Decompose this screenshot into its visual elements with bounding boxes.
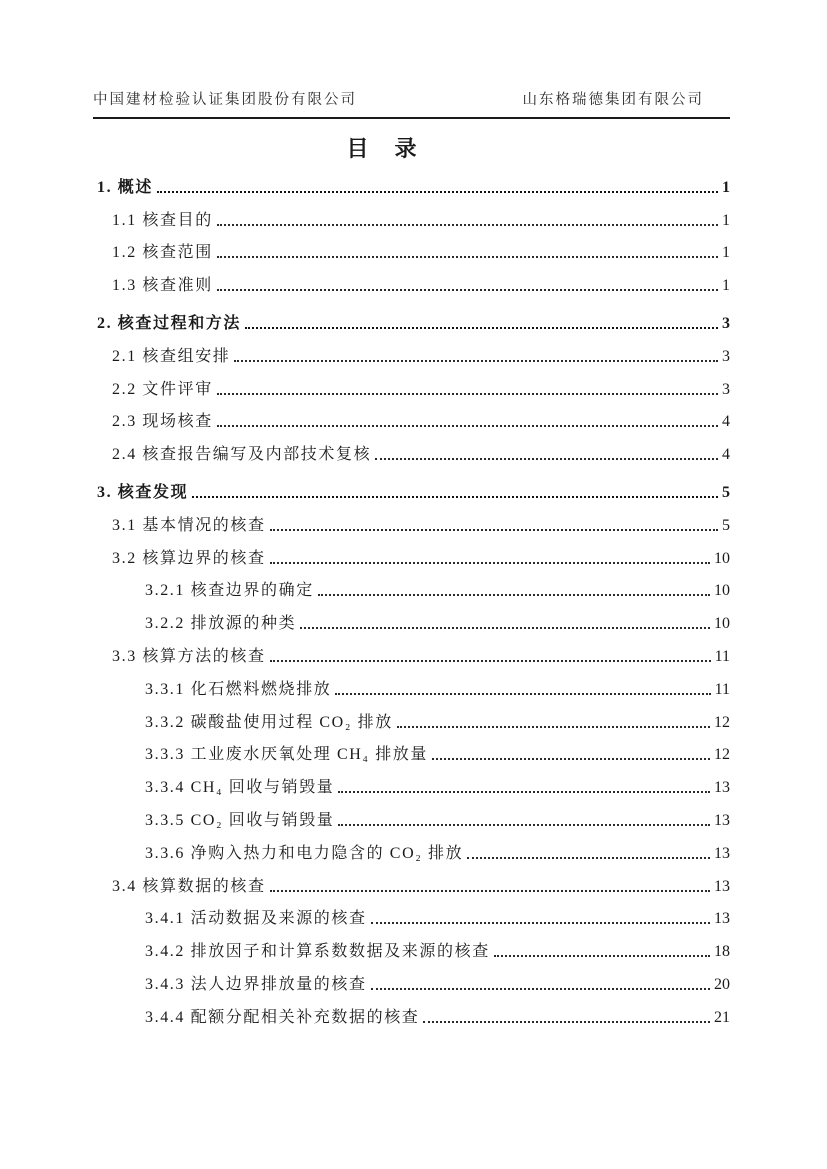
toc-entry-page: 12 <box>714 746 730 764</box>
toc-entry-page: 1 <box>722 211 730 229</box>
toc-entry[interactable] <box>97 835 730 868</box>
document-header <box>93 88 730 119</box>
toc-entry-label: 3.2.2 排放源的种类 <box>145 615 297 633</box>
toc-entry[interactable] <box>97 169 730 202</box>
toc-leader-dots <box>270 562 710 564</box>
toc-entry-label: 2.3 现场核查 <box>112 413 213 431</box>
toc-entry-page: 13 <box>714 910 730 928</box>
toc-entry-label: 2.2 文件评审 <box>112 380 213 398</box>
header-right-company: 山东格瑞德集团有限公司 <box>522 92 704 108</box>
toc-entry-page: 12 <box>714 713 730 731</box>
toc-entry-page: 13 <box>714 811 730 829</box>
toc-entry[interactable] <box>97 868 730 901</box>
toc-entry-page: 20 <box>714 975 730 993</box>
toc-leader-dots <box>371 988 710 990</box>
toc-entry-label: 3.4.3 法人边界排放量的核查 <box>145 975 367 993</box>
toc-entry-label: 1. 概述 <box>97 178 154 196</box>
toc-leader-dots <box>318 594 710 596</box>
toc-leader-dots <box>375 458 718 460</box>
toc-entry[interactable] <box>97 338 730 371</box>
toc-entry-page: 13 <box>714 779 730 797</box>
toc-entry-page: 1 <box>722 277 730 295</box>
toc-entry-label: 3.4.4 配额分配相关补充数据的核查 <box>145 1008 420 1026</box>
toc-leader-dots <box>338 791 710 793</box>
toc-entry-label: 3.3.1 化石燃料燃烧排放 <box>145 680 332 698</box>
toc-entry-page: 3 <box>722 314 730 332</box>
toc-entry[interactable] <box>97 404 730 437</box>
toc-leader-dots <box>423 1021 710 1023</box>
toc-title: 目 录 <box>346 136 419 161</box>
toc-entry[interactable] <box>97 999 730 1032</box>
toc-entry[interactable] <box>97 704 730 737</box>
toc-entry-label: 3.3.3 工业废水厌氧处理 CH₄ 排放量 <box>145 746 429 764</box>
toc-leader-dots <box>157 191 718 193</box>
toc-entry-label: 3.2 核算边界的核查 <box>112 549 266 567</box>
toc-entry-page: 18 <box>714 943 730 961</box>
toc-entry[interactable] <box>97 802 730 835</box>
toc-entry-page: 3 <box>722 347 730 365</box>
toc-entry-label: 1.2 核查范围 <box>112 244 213 262</box>
toc-entry-page: 11 <box>714 647 730 665</box>
toc-entry-page: 13 <box>714 844 730 862</box>
toc-entry[interactable] <box>97 901 730 934</box>
toc-entry-label: 1.1 核查目的 <box>112 211 213 229</box>
toc-entry-label: 3.4 核算数据的核查 <box>112 877 266 895</box>
toc-entry[interactable] <box>97 933 730 966</box>
toc-entry[interactable] <box>97 573 730 606</box>
toc-entry-label: 3.4.1 活动数据及来源的核查 <box>145 910 367 928</box>
toc-entry[interactable] <box>97 605 730 638</box>
toc-entry-label: 2. 核查过程和方法 <box>97 314 242 332</box>
toc-entry[interactable] <box>97 507 730 540</box>
toc-list <box>97 169 730 1032</box>
toc-leader-dots <box>217 256 718 258</box>
toc-leader-dots <box>397 726 710 728</box>
toc-entry[interactable] <box>97 235 730 268</box>
toc-entry-page: 13 <box>714 877 730 895</box>
toc-entry[interactable] <box>97 769 730 802</box>
toc-leader-dots <box>467 857 710 859</box>
toc-leader-dots <box>217 224 718 226</box>
toc-leader-dots <box>338 824 710 826</box>
toc-leader-dots <box>245 327 718 329</box>
toc-entry-label: 2.4 核查报告编写及内部技术复核 <box>112 446 372 464</box>
toc-entry[interactable] <box>97 671 730 704</box>
toc-entry-label: 1.3 核查准则 <box>112 277 213 295</box>
toc-entry-page: 10 <box>714 615 730 633</box>
toc-entry-page: 4 <box>722 446 730 464</box>
toc-entry-label: 2.1 核查组安排 <box>112 347 231 365</box>
toc-leader-dots <box>270 890 710 892</box>
toc-entry[interactable] <box>97 371 730 404</box>
toc-leader-dots <box>432 758 710 760</box>
toc-leader-dots <box>335 693 710 695</box>
toc-leader-dots <box>300 627 710 629</box>
toc-entry[interactable] <box>97 305 730 338</box>
toc-entry[interactable] <box>97 202 730 235</box>
toc-leader-dots <box>192 496 718 498</box>
toc-entry-label: 3.3.4 CH₄ 回收与销毁量 <box>145 779 335 797</box>
toc-leader-dots <box>234 360 718 362</box>
toc-entry-page: 10 <box>714 549 730 567</box>
toc-entry-page: 21 <box>714 1008 730 1026</box>
toc-entry[interactable] <box>97 474 730 507</box>
toc-entry[interactable] <box>97 966 730 999</box>
toc-entry-page: 1 <box>722 244 730 262</box>
toc-leader-dots <box>270 529 718 531</box>
toc-entry-page: 1 <box>722 178 730 196</box>
toc-entry-label: 3.3.2 碳酸盐使用过程 CO₂ 排放 <box>145 713 393 731</box>
toc-entry-label: 3.3 核算方法的核查 <box>112 647 266 665</box>
toc-leader-dots <box>217 393 718 395</box>
toc-entry-label: 3. 核查发现 <box>97 483 189 501</box>
toc-entry[interactable] <box>97 267 730 300</box>
toc-leader-dots <box>217 425 718 427</box>
toc-entry[interactable] <box>97 540 730 573</box>
toc-entry[interactable] <box>97 436 730 469</box>
toc-entry-page: 5 <box>722 516 730 534</box>
toc-entry-page: 10 <box>714 582 730 600</box>
toc-entry-page: 4 <box>722 413 730 431</box>
toc-entry-page: 3 <box>722 380 730 398</box>
header-left-company: 中国建材检验认证集团股份有限公司 <box>93 92 357 108</box>
toc-entry[interactable] <box>97 737 730 770</box>
toc-entry-label: 3.2.1 核查边界的确定 <box>145 582 314 600</box>
toc-entry-label: 3.3.5 CO₂ 回收与销毁量 <box>145 811 335 829</box>
toc-leader-dots <box>270 660 711 662</box>
toc-entry[interactable] <box>97 638 730 671</box>
toc-leader-dots <box>494 955 710 957</box>
toc-leader-dots <box>371 922 710 924</box>
toc-leader-dots <box>217 289 718 291</box>
toc-entry-label: 3.4.2 排放因子和计算系数数据及来源的核查 <box>145 943 490 961</box>
toc-entry-page: 5 <box>722 483 730 501</box>
toc-entry-label: 3.1 基本情况的核查 <box>112 516 266 534</box>
toc-entry-page: 11 <box>714 680 730 698</box>
toc-entry-label: 3.3.6 净购入热力和电力隐含的 CO₂ 排放 <box>145 844 464 862</box>
